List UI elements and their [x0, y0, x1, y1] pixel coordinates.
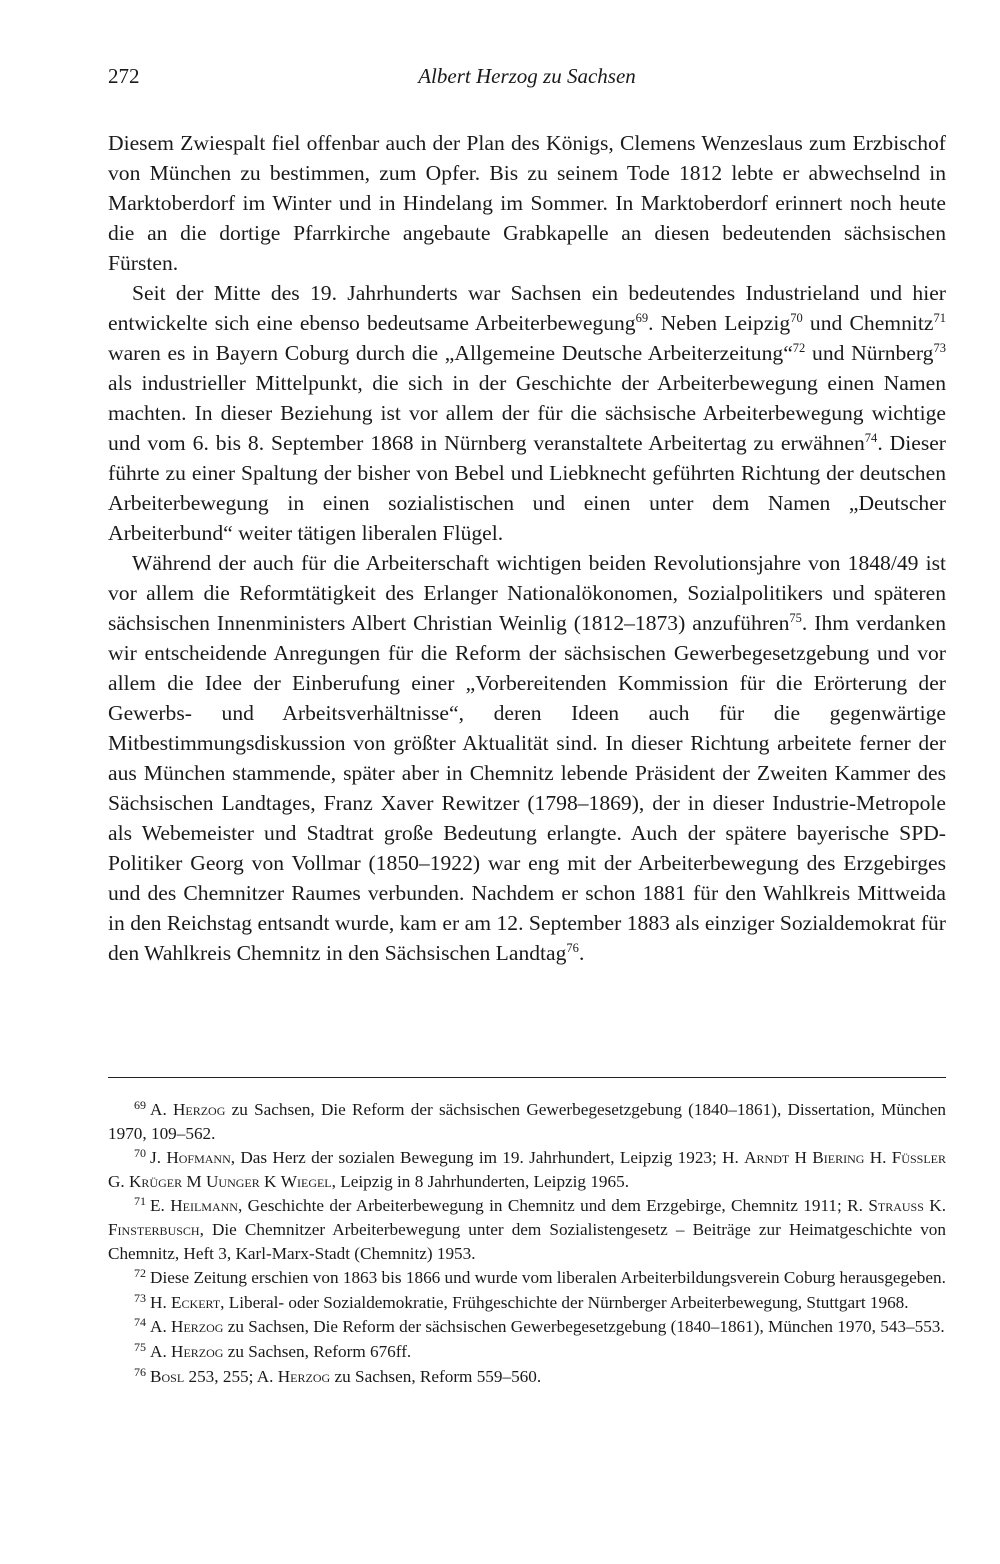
- footnote-text: Diese Zeitung erschien von 1863 bis 1866 und wurde vom liberalen Arbeiterbildungsverein Coburg herausgegeben.: [150, 1268, 946, 1288]
- paragraph: [108, 128, 946, 278]
- footnote-ref[interactable]: 71: [933, 311, 946, 326]
- author-name: Wiegel: [280, 1171, 332, 1191]
- author-name: Herzog: [277, 1366, 331, 1386]
- paragraph-text: .: [578, 941, 585, 965]
- footnote-number: 70: [134, 1146, 147, 1161]
- author-name: Strauss: [868, 1196, 924, 1216]
- footnote: [108, 1266, 946, 1290]
- footnote-text: K: [259, 1171, 281, 1191]
- footnote-number: 73: [134, 1290, 147, 1305]
- footnote-ref[interactable]: 69: [635, 311, 649, 326]
- author-name: Herzog: [172, 1100, 226, 1119]
- footnote-ref[interactable]: 75: [789, 611, 802, 626]
- body-text: [108, 128, 946, 968]
- footnote: [108, 1315, 946, 1339]
- footnote-number: 74: [134, 1315, 147, 1330]
- footnotes: [108, 1098, 946, 1389]
- paragraph: [108, 278, 946, 548]
- footnote-text: J.: [150, 1148, 167, 1168]
- footnote-number: 76: [134, 1364, 147, 1379]
- footnote: [108, 1340, 946, 1364]
- footnote-text: , Leipzig in 8 Jahrhunderten, Leipzig 1965.: [331, 1171, 629, 1191]
- paragraph-text: . Ihm verdanken wir entscheidende Anregungen für die Reform der sächsischen Gewerbegesetzgebung und vor allem die Idee der Einberufung einer „Vorbereitenden Kommission für die Erörterung der Gewerbs- und Arbeitsverhältnisse“, deren Ideen auch für die gegenwärtige Mitbestimmungsdiskussion von größter Aktualität sind. In dieser Richtung arbeitete ferner der aus München stammende, später aber in Chemnitz lebende Präsident der Zweiten Kammer des Sächsischen Landtages, Franz Xaver Rewitzer (1798–1869), der in dieser Industrie-Metropole als Webemeister und Stadtrat große Bedeutung erlangte. Auch der spätere bayerische SPD-Politiker Georg von Vollmar (1850–1922) war eng mit der Arbeiterbewegung des Erzgebirges und des Chemnitzer Raumes verbunden. Nachdem er schon 1881 für den Wahlkreis Mittweida in den Reichstag entsandt wurde, kam er am 12. September 1883 als einziger Sozialdemokrat für den Wahlkreis Chemnitz in den Sächsischen Landtag: [108, 611, 946, 965]
- paragraph-text: Während der auch für die Arbeiterschaft wichtigen beiden Revolutionsjahre von 1848/49 ist vor allem die Reformtätigkeit des Erlanger Nationalökonomen, Sozialpolitikers und späteren sächsischen Innenministers Albert Christian Weinlig (1812–1873) anzuführen: [108, 551, 946, 635]
- footnote-text: zu Sachsen, Die Reform der sächsischen Gewerbegesetzgebung (1840–1861), München 1970, 543–553.: [223, 1317, 945, 1337]
- paragraph-text: Diesem Zwiespalt fiel offenbar auch der Plan des Königs, Clemens Wenzeslaus zum Erzbischof von München zu bestimmen, zum Opfer. Bis zu seinem Tode 1812 lebte er abwechselnd in Marktoberdorf im Winter und in Hindelang im Sommer. In Marktoberdorf erinnert noch heute die an die dortige Pfarrkirche angebaute Grabkapelle an diesen bedeutenden sächsischen Fürsten.: [108, 131, 946, 275]
- author-name: Finsterbusch: [108, 1219, 200, 1239]
- footnote-text: K.: [923, 1196, 947, 1216]
- paragraph-text: und Chemnitz: [802, 311, 934, 335]
- footnote-text: H: [789, 1148, 813, 1168]
- author-name: Herzog: [171, 1317, 224, 1337]
- page-header: [108, 64, 946, 94]
- footnote-text: , Liberal- oder Sozialdemokratie, Frühgeschichte der Nürnberger Arbeiterbewegung, Stuttgart 1968.: [220, 1292, 909, 1312]
- footnote-ref[interactable]: 74: [864, 431, 878, 446]
- footnote-text: , Das Herz der sozialen Bewegung im 19. Jahrhundert, Leipzig 1923; H.: [230, 1148, 745, 1168]
- footnote-text: E.: [150, 1196, 171, 1216]
- author-name: Krüger: [129, 1171, 183, 1191]
- footnote-text: zu Sachsen, Reform 676ff.: [223, 1341, 412, 1361]
- footnote: [108, 1146, 946, 1193]
- footnote-text: 253, 255; A.: [184, 1366, 278, 1386]
- paragraph-text: als industrieller Mittelpunkt, die sich in der Geschichte der Arbeiterbewegung einen Namen machten. In dieser Beziehung ist vor allem der für die sächsische Arbeiterbewegung wichtige und vom 6. bis 8. September 1868 in Nürnberg veranstaltete Arbeitertag zu erwähnen: [108, 371, 946, 455]
- author-name: Bosl: [150, 1366, 185, 1386]
- footnote-number: 75: [134, 1339, 147, 1354]
- footnote-text: H.: [864, 1148, 892, 1168]
- footnote-text: , Geschichte der Arbeiterbewegung in Chemnitz und dem Erzgebirge, Chemnitz 1911; R.: [237, 1196, 869, 1216]
- footnote-text: A.: [150, 1317, 172, 1337]
- footnote-number: 72: [134, 1266, 147, 1281]
- author-name: Füssler: [891, 1148, 946, 1168]
- author-name: Biering: [812, 1148, 865, 1168]
- footnote-text: H.: [150, 1292, 172, 1312]
- footnote-text: zu Sachsen, Reform 559–560.: [330, 1366, 542, 1386]
- footnote-text: zu Sachsen, Die Reform der sächsischen Gewerbegesetzgebung (1840–1861), Dissertation, München 1970, 109–562.: [108, 1100, 946, 1143]
- footnote-ref[interactable]: 72: [792, 341, 806, 356]
- paragraph-text: und Nürnberg: [805, 341, 934, 365]
- footnote-text: , Die Chemnitzer Arbeiterbewegung unter dem Sozialistengesetz – Beiträge zur Heimatgeschichte von Chemnitz, Heft 3, Karl-Marx-Stadt (Chemnitz) 1953.: [108, 1219, 946, 1263]
- footnote-text: M: [182, 1171, 206, 1191]
- author-name: Uunger: [206, 1171, 260, 1191]
- footnote-text: A.: [150, 1100, 173, 1119]
- footnote-ref[interactable]: 70: [790, 311, 803, 326]
- paragraph-text: waren es in Bayern Coburg durch die „Allgemeine Deutsche Arbeiterzeitung“: [108, 341, 793, 365]
- footnote-number: 69: [134, 1097, 147, 1112]
- page-number: 272: [108, 64, 140, 88]
- footnote-text: A.: [150, 1341, 172, 1361]
- author-name: Arndt: [744, 1148, 790, 1168]
- author-name: Herzog: [171, 1341, 224, 1361]
- author-name: Eckert: [171, 1292, 221, 1312]
- footnote: [108, 1194, 946, 1265]
- paragraph-text: Seit der Mitte des 19. Jahrhunderts war Sachsen ein bedeutendes Industrieland und hier entwickelte sich eine ebenso bedeutsame Arbeiterbewegung: [108, 281, 946, 335]
- author-name: Hofmann: [166, 1148, 231, 1168]
- footnote-number: 71: [134, 1194, 147, 1209]
- footnote: [108, 1098, 946, 1145]
- paragraph-text: . Neben Leipzig: [648, 311, 791, 335]
- author-name: Heilmann: [170, 1196, 238, 1216]
- paragraph-text: . Dieser führte zu einer Spaltung der bisher von Bebel und Liebknecht geführten Richtung der deutschen Arbeiterbewegung in einen sozialistischen und einen unter dem Namen „Deutscher Arbeiterbund“ weiter tätigen liberalen Flügel.: [108, 431, 946, 545]
- footnote-ref[interactable]: 76: [566, 941, 579, 956]
- paragraph: [108, 548, 946, 968]
- footnote: [108, 1291, 946, 1315]
- running-head: Albert Herzog zu Sachsen: [418, 64, 636, 88]
- footnote-divider: [108, 1077, 946, 1078]
- footnote: [108, 1365, 946, 1389]
- footnote-text: G.: [108, 1171, 130, 1191]
- footnote-ref[interactable]: 73: [933, 341, 946, 356]
